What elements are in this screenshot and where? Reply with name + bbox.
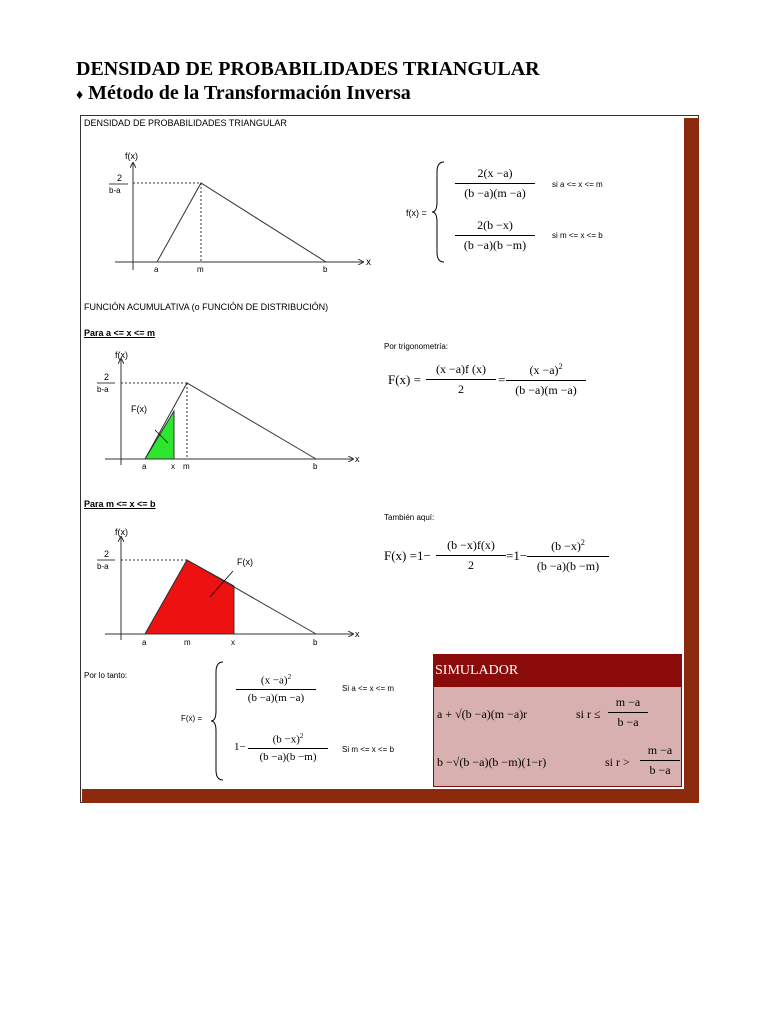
box-heading: DENSIDAD DE PROBABILIDADES TRIANGULAR: [84, 118, 287, 128]
x-tick-2: x: [171, 462, 175, 471]
case2-lhs: F(x) =1−: [384, 548, 431, 563]
m-tick-3: m: [184, 638, 191, 647]
bottom-accent-bar: [82, 789, 699, 803]
m-tick: m: [197, 265, 204, 274]
two-label-3: 2: [104, 549, 110, 559]
page-subtitle: [76, 82, 411, 105]
Fx-curve-label-2: F(x): [237, 557, 253, 567]
case1-frac-1: (x −a)f (x) 2: [426, 362, 496, 397]
a-tick-3: a: [142, 638, 147, 647]
x-axis-label: x: [366, 257, 371, 268]
ba-label-3: b-a: [97, 562, 109, 571]
sim-row2-expr: b −√(b −a)(b −m)(1−r): [437, 755, 547, 769]
sim-row1-expr: a + √(b −a)(m −a)r: [437, 707, 528, 721]
summary-prefix-2: 1−: [234, 741, 246, 753]
case1-lhs: F(x) =: [388, 372, 421, 387]
a-tick: a: [154, 265, 159, 274]
b-tick-3: b: [313, 638, 318, 647]
summary-frac-1: $(x -a)^2$ (b −a)(m −a): [236, 673, 316, 704]
b-tick: b: [323, 265, 328, 274]
right-accent-bar: [684, 118, 699, 802]
a-tick-2: a: [142, 462, 147, 471]
case1-eq: =: [498, 372, 506, 387]
sim-row1-frac: m −a b −a: [608, 695, 648, 730]
case1-frac-2: $(x -a)^2$ (b −a)(m −a): [506, 362, 586, 398]
x-tick-3: x: [231, 638, 235, 647]
case2-frac-1: (b −x)f(x) 2: [436, 538, 506, 573]
page-title: DENSIDAD DE PROBABILIDADES TRIANGULAR: [76, 58, 540, 80]
x-axis-label-2: x: [355, 454, 360, 464]
density-cond-1: si a <= x <= m: [552, 180, 603, 189]
ba-label: b-a: [109, 186, 121, 195]
density-frac-1: 2(x −a) (b −a)(m −a): [455, 166, 535, 201]
m-tick-2: m: [183, 462, 190, 471]
cdf-graph-2: [95, 525, 365, 650]
fx-axis-label: f(x): [125, 151, 138, 161]
sim-row1-cond: si r ≤: [576, 707, 601, 721]
simulator-title: SIMULADOR: [433, 654, 682, 687]
ba-label-2: b-a: [97, 385, 109, 394]
density-triangle: [157, 183, 326, 262]
sim-row2-cond: si r >: [605, 755, 630, 769]
subtitle-text: Método de la Transformación Inversa: [88, 82, 411, 104]
b-tick-2: b: [313, 462, 318, 471]
case1-label: Para a <= x <= m: [84, 328, 156, 338]
summary-cond-1: Si a <= x <= m: [342, 684, 395, 693]
brace-icon-2: [210, 660, 226, 782]
density-cond-2: si m <= x <= b: [552, 231, 603, 240]
case2-eq: =1−: [506, 548, 528, 563]
summary-cond-2: Si m <= x <= b: [342, 745, 395, 754]
cdf-graph-1: [95, 345, 365, 475]
two-label: 2: [117, 173, 123, 183]
fx-axis-label-3: f(x): [115, 527, 128, 537]
x-axis-label-3: x: [355, 629, 360, 639]
cumulative-heading: FUNCIÓN ACUMULATIVA (o FUNCIÓN DE DISTRIBUCIÓN): [84, 302, 329, 312]
case1-note: Por trigonometría:: [384, 342, 449, 351]
fx-axis-label-2: f(x): [115, 350, 128, 360]
summary-frac-2: $(b -x)^2$ (b −a)(b −m): [248, 732, 328, 763]
case2-frac-2: $(b -x)^2$ (b −a)(b −m): [527, 538, 609, 574]
brace-icon: [431, 160, 447, 264]
summary-label: Por lo tanto:: [84, 671, 128, 680]
density-graph: [95, 145, 385, 280]
bullet-icon: ♦: [76, 88, 84, 103]
Fx-curve-label: F(x): [131, 404, 147, 414]
case2-label: Para m <= x <= b: [84, 499, 156, 509]
sim-row2-frac: m −a b −a: [640, 743, 680, 778]
density-lhs: f(x) =: [406, 208, 427, 218]
density-frac-2: 2(b −x) (b −a)(b −m): [455, 218, 535, 253]
summary-lhs: F(x) =: [181, 714, 203, 723]
two-label-2: 2: [104, 372, 110, 382]
case2-note: También aquí:: [384, 513, 435, 522]
cdf-area-red: [145, 560, 234, 634]
